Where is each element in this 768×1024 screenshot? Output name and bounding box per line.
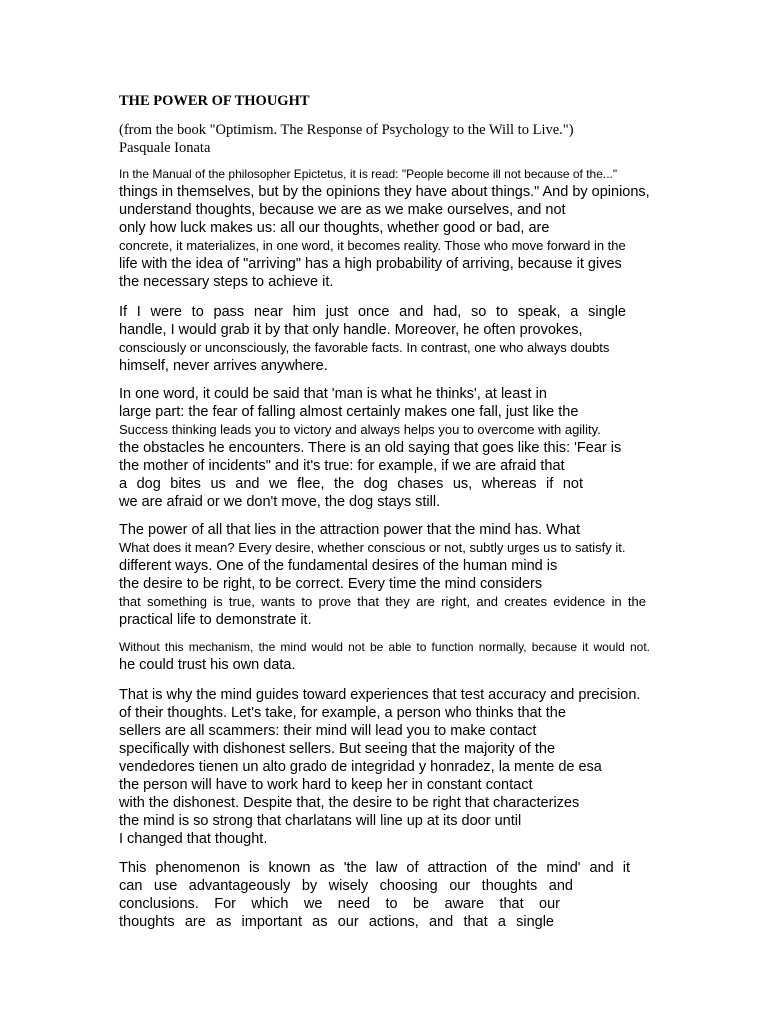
text-line: the desire to be right, to be correct. Every time the mind considers [119, 576, 543, 592]
author-line: Pasquale Ionata [119, 140, 211, 156]
text-line: with the dishonest. Despite that, the desire to be right that characterizes [119, 795, 580, 811]
paragraph-2 [119, 303, 719, 375]
text-line: things in themselves, but by the opinions they have about things." And by opinions, [119, 184, 650, 200]
text-line: the mind is so strong that charlatans will line up at its door until [119, 813, 522, 829]
paragraph-3 [119, 385, 719, 511]
text-line: practical life to demonstrate it. [119, 612, 312, 628]
text-line: the obstacles he encounters. There is an old saying that goes like this: 'Fear is [119, 440, 622, 456]
text-line: conclusions. For which we need to be aware that our [119, 896, 560, 912]
text-line: he could trust his own data. [119, 657, 296, 673]
text-line: the necessary steps to achieve it. [119, 274, 334, 290]
text-line: life with the idea of "arriving" has a high probability of arriving, because it gives [119, 256, 622, 272]
text-line: can use advantageously by wisely choosing our thoughts and [119, 878, 573, 894]
text-line: If I were to pass near him just once and had, so to speak, a single [119, 304, 626, 320]
text-line: large part: the fear of falling almost certainly makes one fall, just like the [119, 404, 579, 420]
text-line: In one word, it could be said that 'man is what he thinks', at least in [119, 386, 547, 402]
text-line: thoughts are as important as our actions, and that a single [119, 914, 554, 930]
text-line: vendedores tienen un alto grado de integridad y honradez, la mente de esa [119, 759, 602, 775]
text-line: of their thoughts. Let's take, for example, a person who thinks that the [119, 705, 566, 721]
text-line: only how luck makes us: all our thoughts, whether good or bad, are [119, 220, 550, 236]
text-line: concrete, it materializes, in one word, it becomes reality. Those who move forward in the [119, 238, 626, 253]
text-line: that something is true, wants to prove that they are right, and creates evidence in the [119, 594, 646, 609]
text-line: In the Manual of the philosopher Epictetus, it is read: "People become ill not because of the..." [119, 167, 618, 181]
paragraph-5 [119, 638, 719, 674]
text-line: the mother of incidents" and it's true: for example, if we are afraid that [119, 458, 565, 474]
paragraph-1 [119, 165, 719, 291]
text-line: Success thinking leads you to victory and always helps you to overcome with agility. [119, 422, 601, 437]
text-line: a dog bites us and we flee, the dog chases us, whereas if not [119, 476, 583, 492]
document-subtitle [119, 121, 574, 157]
paragraph-4 [119, 521, 719, 629]
text-line: the person will have to work hard to keep her in constant contact [119, 777, 533, 793]
text-line: handle, I would grab it by that only handle. Moreover, he often provokes, [119, 322, 583, 338]
text-line: understand thoughts, because we are as we make ourselves, and not [119, 202, 566, 218]
paragraph-6 [119, 686, 719, 848]
source-line: (from the book "Optimism. The Response of Psychology to the Will to Live.") [119, 122, 574, 138]
text-line: What does it mean? Every desire, whether conscious or not, subtly urges us to satisfy it. [119, 540, 626, 555]
text-line: That is why the mind guides toward experiences that test accuracy and precision. [119, 687, 641, 703]
text-line: Without this mechanism, the mind would not be able to function normally, because it would not. [119, 640, 650, 654]
text-line: The power of all that lies in the attraction power that the mind has. What [119, 522, 581, 538]
text-line: sellers are all scammers: their mind will lead you to make contact [119, 723, 537, 739]
text-line: consciously or unconsciously, the favorable facts. In contrast, one who always doubts [119, 340, 610, 355]
document-title: THE POWER OF THOUGHT [119, 93, 310, 109]
text-line: I changed that thought. [119, 831, 268, 847]
text-line: himself, never arrives anywhere. [119, 358, 328, 374]
paragraph-7 [119, 859, 719, 931]
text-line: This phenomenon is known as 'the law of attraction of the mind' and it [119, 860, 630, 876]
text-line: different ways. One of the fundamental desires of the human mind is [119, 558, 558, 574]
text-line: we are afraid or we don't move, the dog stays still. [119, 494, 441, 510]
text-line: specifically with dishonest sellers. But seeing that the majority of the [119, 741, 556, 757]
